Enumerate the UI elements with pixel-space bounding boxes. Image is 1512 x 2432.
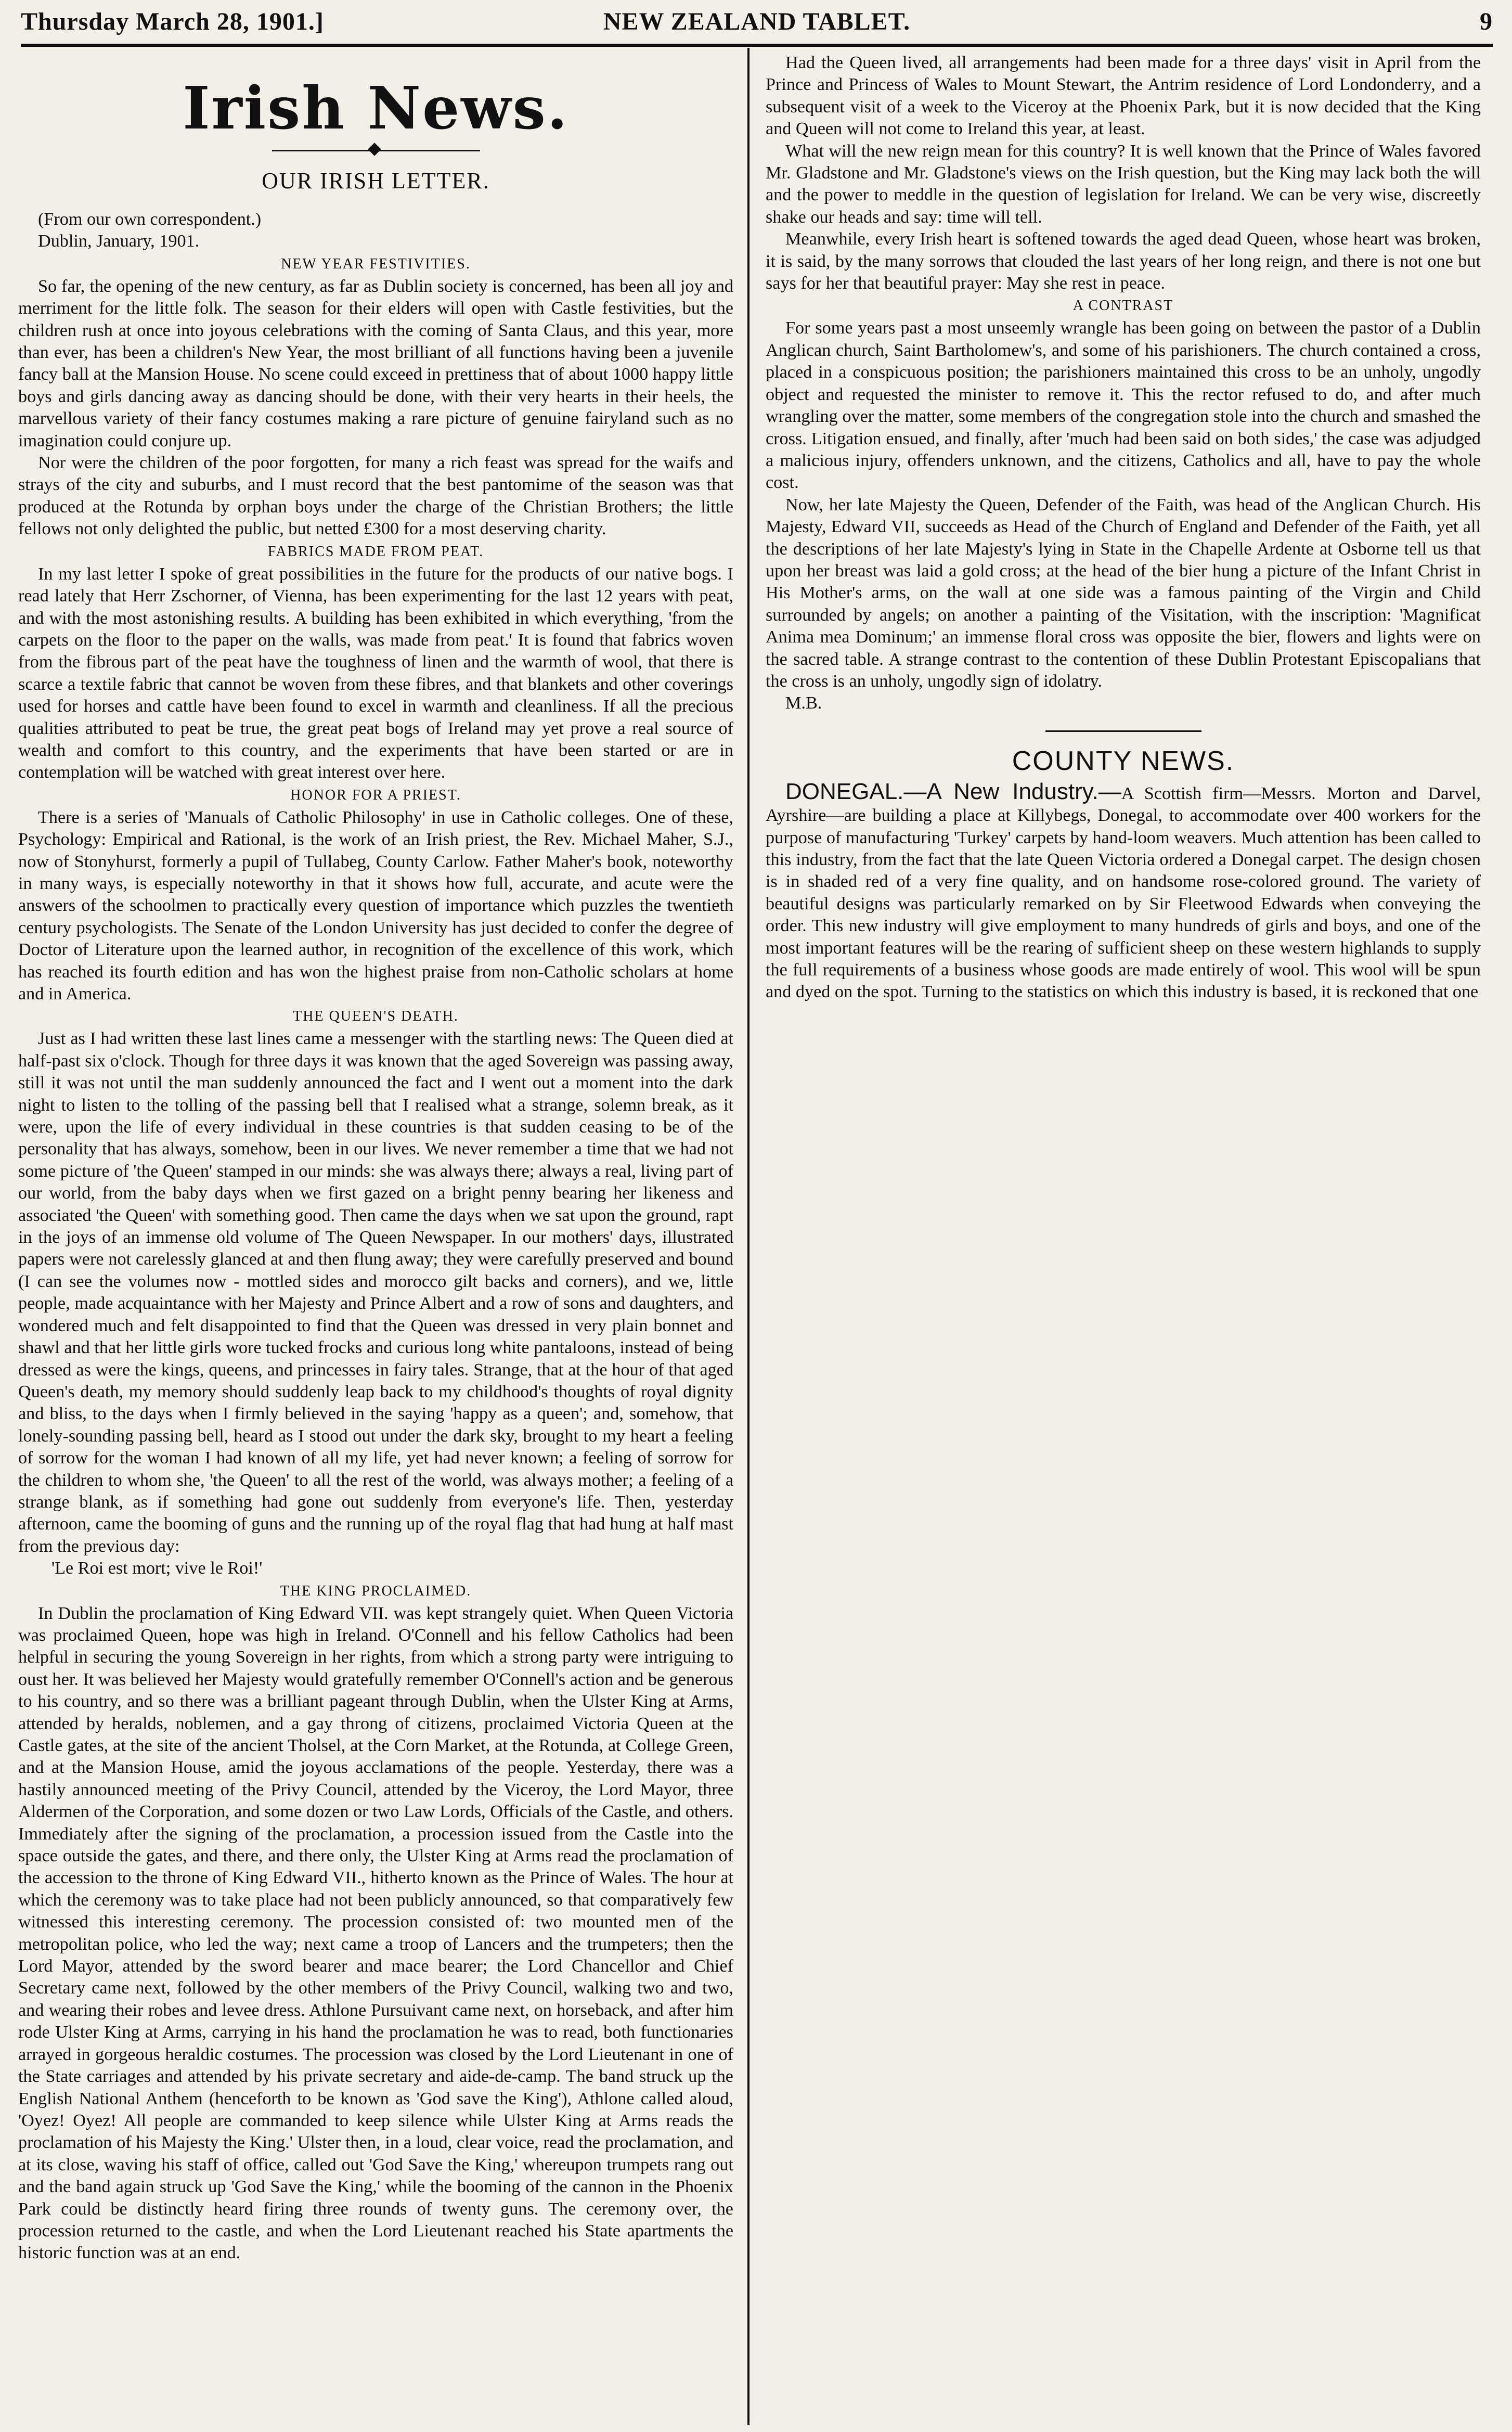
header-rule bbox=[21, 44, 1493, 47]
subheading-contrast: A CONTRAST bbox=[1072, 298, 1174, 314]
paragraph: Just as I had written these last lines came a messenger with the startling news: The Queen died at half-past six o'clock. Though for three days it was known that the aged Sovereign was passing away, still it was not until the man suddenly announced the fact and I went out a moment into the dark night to listen to the tolling of the passing bell that I realised what a strange, solemn break, as it were, upon the life of every individual in these countries is that sudden ceasing to be of the personality that has always, somehow, been in our lives. We never remember a time that we had not some picture of 'the Queen' stamped in our minds: she was always there; always a real, living part of our world, from the baby days when we first gazed on a bright penny bearing her likeness and associated 'the Queen' with something good. Then came the days when we sat upon the ground, rapt in the joys of an immense old volume of The Queen Newspaper. In our mothers' days, illustrated papers were not carelessly glanced at and then flung away; they were carefully preserved and bound (I can see the volumes now - mottled sides and morocco gilt backs and corners), and we, little people, made acquaintance with her Majesty and Prince Albert and a row of sons and daughters, and wondered much and felt disappointed to find that the Queen was dressed in very plain bonnet and shawl and that her little girls wore tucked frocks and curious long white pantaloons, instead of being dressed as were the kings, queens, and princesses in fairy tales. Strange, that at the hour of that aged Queen's death, my memory should suddenly leap back to my childhood's thoughts of royal dignity and bliss, to the days when I firmly believed in the saying 'happy as a queen'; and, somehow, that lonely-sounding passing bell, heard as I stood out under the dark sky, brought to my heart a feeling of sorrow for the woman I had known of all my life, yet had never known; a feeling of sorrow for the children to whom she, 'the Queen' to all the rest of the world, was always mother; a feeling of a strange blank, as if something had gone out suddenly from everyone's life. Then, yesterday afternoon, came the booming of guns and the running up of the royal flag that had hung at half mast from the previous day: bbox=[18, 1029, 733, 1556]
page-number: 9 bbox=[1480, 8, 1493, 35]
paragraph: Had the Queen lived, all arrangements had been made for a three days' visit in April from the Prince and Princess of Wales to Mount Stewart, the Antrim residence of Lord Londonderry, and a subsequent visit of a week to the Viceroy at the Phoenix Park, but it is now decided that the King and Queen will not come to Ireland this year, at least. bbox=[766, 53, 1481, 139]
paragraph: What will the new reign mean for this country? It is well known that the Prince of Wales favored Mr. Gladstone and Mr. Gladstone's views on the Irish question, but the King may lack both the will and the power to meddle in the question of legislation for Ireland. We can be very wise, discreetly shake our heads and say: time will tell. bbox=[766, 141, 1481, 227]
right-column bbox=[766, 52, 1481, 2424]
letter-title: OUR IRISH LETTER. bbox=[262, 168, 490, 194]
paragraph: In Dublin the proclamation of King Edward VII. was kept strangely quiet. When Queen Victoria was proclaimed Queen, hope was high in Ireland. O'Connell and his fellow Catholics had been helpful in securing the young Sovereign in her rights, from which a strong party were intriguing to oust her. It was believed her Majesty would gratefully remember O'Connell's action and be generous to his country, and so there was a brilliant pageant through Dublin, when the Ulster King at Arms, attended by heralds, noblemen, and a gay throng of citizens, proclaimed Victoria Queen at the Castle gates, at the site of the ancient Tholsel, at the Corn Market, at the Rotunda, at College Green, and at the Mansion House, amid the joyous acclamations of the people. Yesterday, there was a hastily announced meeting of the Privy Council, attended by the Viceroy, the Lord Mayor, three Aldermen of the Corporation, and some dozen or two Law Lords, Officials of the Castle, and others. Immediately after the signing of the proclamation, a procession issued from the Castle into the space outside the gates, and there, and there only, the Ulster King at Arms read the proclamation of the accession to the throne of King Edward VII., hitherto known as the Prince of Wales. The hour at which the ceremony was to take place had not been publicly announced, so that comparatively few witnessed this interesting ceremony. The procession consisted of: two mounted men of the metropolitan police, who led the way; next came a troop of Lancers and the trumpeters; then the Lord Mayor, attended by the sword bearer and mace bearer; the Lord Chancellor and Chief Secretary came next, followed by the other members of the Privy Council, walking two and two, and wearing their robes and levee dress. Athlone Pursuivant came next, on horseback, and after him rode Ulster King at Arms, carrying in his hand the proclamation he was to read, both functionaries arrayed in gorgeous heraldic costumes. The procession was closed by the Lord Lieutenant in one of the State carriages and attended by his private secretary and aide-de-camp. The band struck up the English National Anthem (henceforth to be known as 'God save the King'), Athlone called aloud, 'Oyez! Oyez! All people are commanded to keep silence while Ulster King at Arms reads the proclamation of his Majesty the King.' Ulster then, in a loud, clear voice, read the proclamation, and at its close, waving his staff of office, called out 'God Save the King,' whereupon trumpets rang out and the band again struck up 'God Save the King,' while the booming of the cannon in the Phoenix Park could be distinctly heard firing three rounds of twenty guns. The ceremony over, the procession returned to the castle, and when the Lord Lieutenant reached his State apartments the historic function was at an end. bbox=[18, 1603, 733, 2263]
subheading-king-proclaimed: THE KING PROCLAIMED. bbox=[280, 1582, 472, 1599]
paragraph: Nor were the children of the poor forgotten, for many a rich feast was spread for the waifs and strays of the city and suburbs, and I must record that the best pantomime of the season was that produced at the Rotunda by orphan boys under the charge of the Christian Brothers; the little fellows not only delighted the public, but netted £300 for a most deserving charity. bbox=[18, 453, 733, 539]
issue-date: Thursday March 28, 1901.] bbox=[21, 8, 324, 35]
paragraph: Now, her late Majesty the Queen, Defender of the Faith, was head of the Anglican Church. His Majesty, Edward VII, succeeds as Head of the Church of England and Defender of the Faith, yet all the descriptions of her late Majesty's lying in State in the Chapelle Ardente at Osborne tell us that upon her breast was laid a gold cross; at the head of the bier hung a picture of the Infant Christ in His Mother's arms, on the wall at one side was a famous painting of the Virgin and Child surrounded by angels; on another a painting of the Visitation, with the inscription: 'Magnificat Anima mea Dominum;' an immense floral cross was opposite the bier, flowers and lights were on the sacred table. A strange contrast to the contention of these Dublin Protestant Episcopalians that the cross is an unholy, ungodly sign of idolatry. bbox=[766, 495, 1481, 691]
paragraph: Meanwhile, every Irish heart is softened towards the aged dead Queen, whose heart was broken, it is said, by the many sorrows that clouded the last years of her long reign, and there is not one but says for her that beautiful prayer: May she rest in peace. bbox=[766, 229, 1481, 293]
left-column bbox=[18, 52, 733, 2424]
paragraph: For some years past a most unseemly wrangle has been going on between the pastor of a Dublin Anglican church, Saint Bartholomew's, and some of his parishioners. The church contained a cross, placed in a conspicuous position; the parishioners maintained this cross to be an unholy, ungodly object and requested the minister to remove it. This the rector refused to do, and after much wrangling over the matter, some members of the congregation stole into the church and smashed the cross. Litigation ensued, and finally, after 'much had been said on both sides,' the case was adjudged a malicious injury, offenders unknown, and the citizens, Catholics and all, have to pay the whole cost. bbox=[766, 318, 1481, 493]
subheading-festivities: NEW YEAR FESTIVITIES. bbox=[281, 255, 471, 272]
column-divider bbox=[747, 48, 749, 2425]
donegal-text: A Scottish firm—Messrs. Morton and Darvel, Ayrshire—are building a place at Killybegs, Donegal, to accommodate over 400 workers for the purpose of manufacturing 'Turkey' carpets by hand-loom weavers. Much attention has been called to this industry, from the fact that the late Queen Victoria ordered a Donegal carpet. The design chosen is in shaded red of a very fine quality, and on handsome rose-colored ground. The variety of beautiful designs was particularly remarked on by Sir Fleetwood Edwards when conveying the order. This new industry will give employment to many hundreds of girls and boys, and one of the most important features will be the rearing of sufficient sheep on these western highlands to supply the full requirements of a business whose goods are made entirely of wool. This wool will be spun and dyed on the spot. Turning to the statistics on which this industry is based, it is reckoned that one bbox=[766, 783, 1481, 1002]
subheading-queens-death: THE QUEEN'S DEATH. bbox=[293, 1008, 459, 1025]
paragraph: In my last letter I spoke of great possibilities in the future for the products of our native bogs. I read lately that Herr Zschorner, of Vienna, has been experimenting for the last 12 years with peat, and with the most astonishing results. A building has been exhibited in which everything, 'from the carpets on the floor to the paper on the walls, was made from peat.' It is found that fabrics woven from the fibrous part of the peat have the toughness of linen and the warmth of wool, that there is scarce a textile fabric that cannot be woven from these fibres, and that blankets and other coverings used for horses and cattle have been found to excel in warmth and cleanliness. If all the precious qualities attributed to peat be true, the great peat bogs of Ireland may yet prove a real source of wealth and comfort to this country, and the experiments that have been started or are in contemplation will be watched with great interest over here. bbox=[18, 564, 733, 782]
donegal-heading: DONEGAL.—A New Industry.— bbox=[785, 778, 1121, 804]
title-ornament bbox=[272, 142, 480, 159]
section-rule bbox=[1045, 730, 1201, 732]
page-header bbox=[21, 7, 1493, 37]
dateline: Dublin, January, 1901. bbox=[38, 231, 200, 251]
byline: (From our own correspondent.) bbox=[38, 210, 262, 229]
section-title: Irish News. bbox=[183, 74, 569, 143]
signature: M.B. bbox=[785, 693, 822, 713]
subheading-priest: HONOR FOR A PRIEST. bbox=[290, 787, 461, 803]
quote-line: 'Le Roi est mort; vive le Roi!' bbox=[51, 1559, 263, 1578]
publication-title: NEW ZEALAND TABLET. bbox=[603, 8, 911, 35]
county-news-title: COUNTY NEWS. bbox=[1012, 745, 1235, 776]
paragraph: There is a series of 'Manuals of Catholic Philosophy' in use in Catholic colleges. One of these, Psychology: Empirical and Rational, is the work of an Irish priest, the Rev. Michael Maher, S.J., now of Stonyhurst, formerly a pupil of Tullabeg, County Carlow. Father Maher's book, noteworthy in many ways, is especially noteworthy in that it shows how full, accurate, and acute were the answers of the schoolmen to practically every question of importance which puzzles the twentieth century psychologists. The Senate of the London University has just decided to confer the degree of Doctor of Literature upon the learned author, in recognition of the excellence of this work, which has reached its fourth edition and has won the highest praise from non-Catholic scholars at home and in America. bbox=[18, 807, 733, 1003]
paragraph: So far, the opening of the new century, as far as Dublin society is concerned, has been all joy and merriment for the little folk. The season for their elders will open with Castle festivities, but the children rush at once into joyous celebrations with the coming of Santa Claus, and this year, more than ever, has been a children's New Year, the most brilliant of all functions having been a juvenile fancy ball at the Mansion House. No scene could exceed in prettiness that of about 1000 happy little boys and girls dancing away as dancing should be done, with their very hearts in their heels, the marvellous variety of their fancy costumes making a rare picture of genuine fairyland such as no imagination could conjure up. bbox=[18, 276, 733, 451]
subheading-peat: FABRICS MADE FROM PEAT. bbox=[267, 543, 484, 560]
donegal-paragraph bbox=[766, 778, 1481, 1003]
